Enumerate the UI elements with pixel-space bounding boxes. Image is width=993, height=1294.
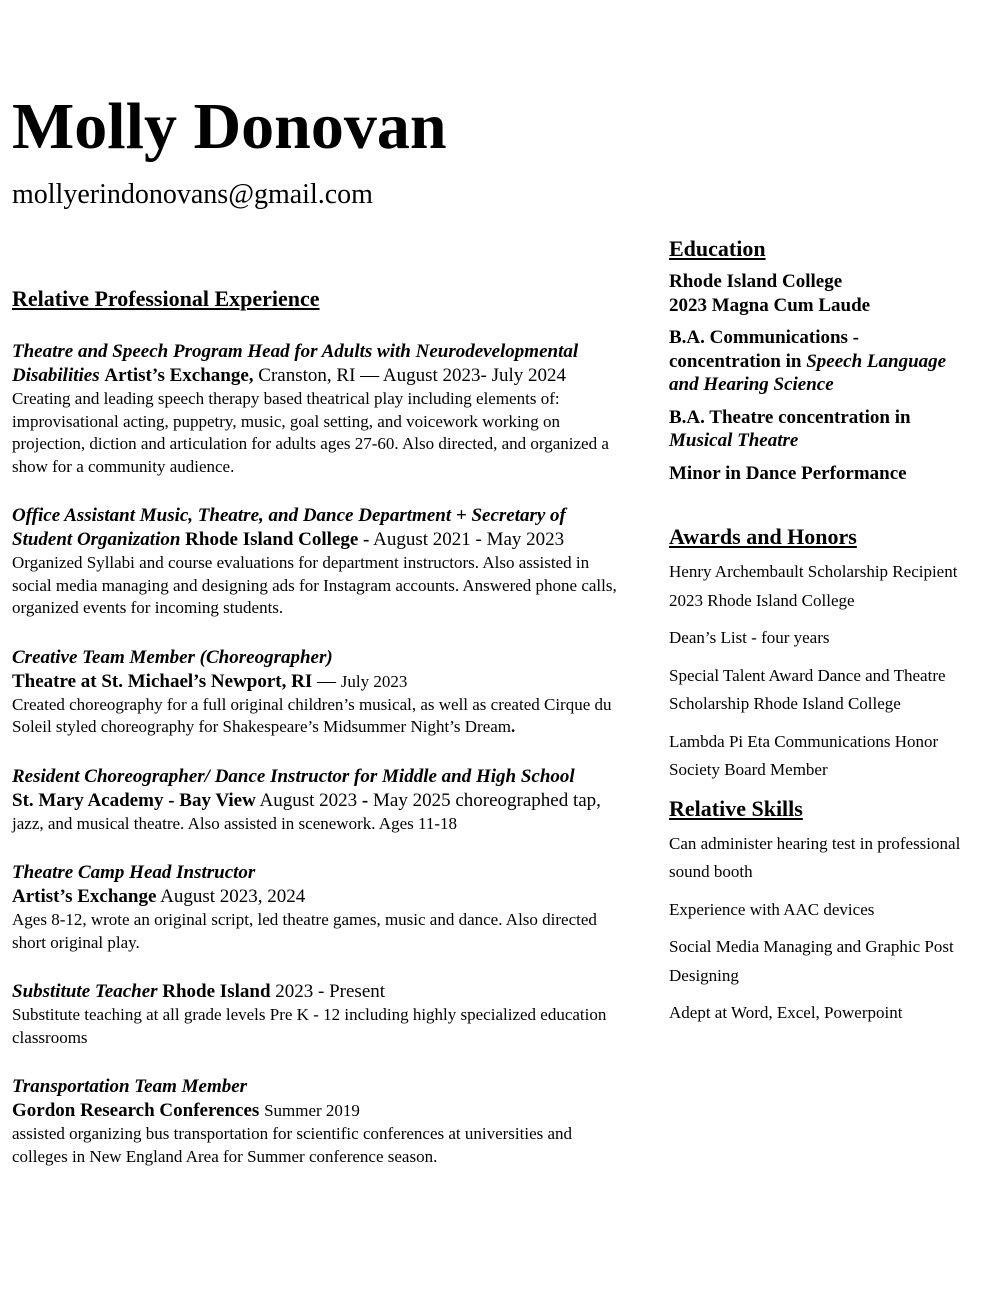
- job-organization: Theatre at St. Michael’s Newport, RI: [12, 670, 313, 692]
- job-organization: Artist’s Exchange: [12, 886, 157, 907]
- job-entry: [12, 646, 628, 739]
- job-title: Transportation Team Member: [12, 1076, 248, 1097]
- job-organization: Gordon Research Conferences: [12, 1100, 260, 1121]
- job-org-line: [12, 364, 628, 388]
- job-title: Theatre Camp Head Instructor: [12, 862, 256, 883]
- skill-item: Adept at Word, Excel, Powerpoint: [669, 1003, 903, 1022]
- job-org-line: [12, 789, 628, 813]
- job-organization: St. Mary Academy - Bay View: [12, 789, 256, 811]
- job-description: Organized Syllabi and course evaluations for department instructors. Also assisted in social media managing and designing ads for Instagram accounts. Answered phone calls, organized events for incoming students.: [12, 553, 617, 617]
- job-entry: [12, 1075, 628, 1168]
- degree-focus: Speech Language and Hearing Science: [669, 350, 947, 395]
- job-description-end: .: [511, 717, 516, 736]
- job-title: Office Assistant Music, Theatre, and Dance Department + Secretary of: [12, 505, 566, 526]
- experience-column: [12, 284, 628, 1194]
- school-name: Rhode Island College: [669, 271, 843, 292]
- job-org-line: [12, 1099, 628, 1123]
- education-heading: Education: [669, 236, 766, 261]
- education-degree: [669, 326, 969, 397]
- degree-focus: Musical Theatre: [669, 430, 799, 451]
- job-org-line: [12, 528, 628, 552]
- job-separator: —: [312, 670, 341, 692]
- skill-item: Can administer hearing test in professional sound booth: [669, 833, 961, 881]
- job-details: Cranston, RI — August 2023- July 2024: [258, 365, 566, 386]
- job-details-start: August 2023: [259, 789, 358, 811]
- job-description: [12, 694, 628, 739]
- job-description: jazz, and musical theatre. Also assisted in scenework. Ages 11-18: [12, 813, 458, 833]
- job-details: August 2023, 2024: [160, 886, 306, 907]
- job-details: July 2023: [340, 671, 408, 691]
- job-org-line: [12, 980, 628, 1004]
- contact-email: mollyerindonovans@gmail.com: [12, 179, 373, 210]
- award-item: Lambda Pi Eta Communications Honor Society Board Member: [669, 731, 939, 779]
- job-title: Substitute Teacher: [12, 981, 158, 1002]
- job-org-line: [12, 885, 628, 909]
- job-details: Summer 2019: [264, 1101, 360, 1120]
- job-title: Theatre and Speech Program Head for Adults with Neurodevelopmental: [12, 341, 579, 362]
- job-description-text: Created choreography for a full original children’s musical, as well as created Cirque du Soleil styled choreography for Shakespeare’s Midsummer Night’s Dream: [12, 694, 612, 736]
- award-item: Special Talent Award Dance and Theatre Scholarship Rhode Island College: [669, 665, 946, 713]
- award-item: Henry Archembault Scholarship Recipient 2023 Rhode Island College: [669, 562, 958, 610]
- sidebar-column: [669, 234, 969, 1037]
- job-organization: Artist’s Exchange,: [104, 365, 254, 386]
- education-minor: Minor in Dance Performance: [669, 462, 907, 484]
- job-entry: [12, 504, 628, 620]
- education-degree: [669, 406, 969, 453]
- job-details: 2023 - Present: [275, 981, 386, 1002]
- award-item: Dean’s List - four years: [669, 628, 830, 647]
- job-details: August 2021 - May 2023: [373, 529, 565, 550]
- job-description: Substitute teaching at all grade levels Pre K - 12 including highly specialized education classrooms: [12, 1005, 607, 1047]
- skill-item: Social Media Managing and Graphic Post Designing: [669, 937, 954, 985]
- job-title: Creative Team Member (Choreographer): [12, 646, 333, 668]
- job-description: Creating and leading speech therapy based theatrical play including elements of: improvisational acting, puppetry, music, goal setting, and voicework working on projection, diction and articulation for adults ages 27-60. Also directed, and organized a show for a community audience.: [12, 389, 609, 476]
- job-description: Ages 8-12, wrote an original script, led theatre games, music and dance. Also directed short original play.: [12, 910, 597, 952]
- job-entry: [12, 980, 628, 1049]
- skills-heading: Relative Skills: [669, 795, 803, 821]
- job-entry: [12, 765, 628, 836]
- job-entry: [12, 861, 628, 954]
- awards-heading: Awards and Honors: [669, 524, 857, 549]
- job-org-line: [12, 670, 628, 694]
- job-title: Resident Choreographer/ Dance Instructor for Middle and High School: [12, 765, 575, 787]
- skill-item: Experience with AAC devices: [669, 899, 875, 919]
- job-title-continued: Student Organization: [12, 529, 181, 550]
- job-organization: Rhode Island: [162, 981, 271, 1002]
- degree-prefix: B.A. Theatre concentration in: [669, 406, 911, 428]
- job-organization: Rhode Island College -: [185, 529, 370, 550]
- job-details-separator: -: [357, 789, 373, 811]
- job-description: assisted organizing bus transportation for scientific conferences at universities and colleges in New England Area for Summer conference season.: [12, 1124, 573, 1166]
- school-honor: 2023 Magna Cum Laude: [669, 294, 871, 316]
- job-title-continued: Disabilities: [12, 365, 100, 386]
- candidate-name: Molly Donovan: [12, 90, 447, 163]
- experience-heading: Relative Professional Experience: [12, 286, 320, 311]
- degree-prefix: B.A. Communications - concentration in: [669, 327, 860, 372]
- job-details-end: May 2025 choreographed tap,: [373, 789, 601, 811]
- education-school: [669, 270, 969, 317]
- job-entry: [12, 340, 628, 478]
- section-spacer: [669, 494, 969, 522]
